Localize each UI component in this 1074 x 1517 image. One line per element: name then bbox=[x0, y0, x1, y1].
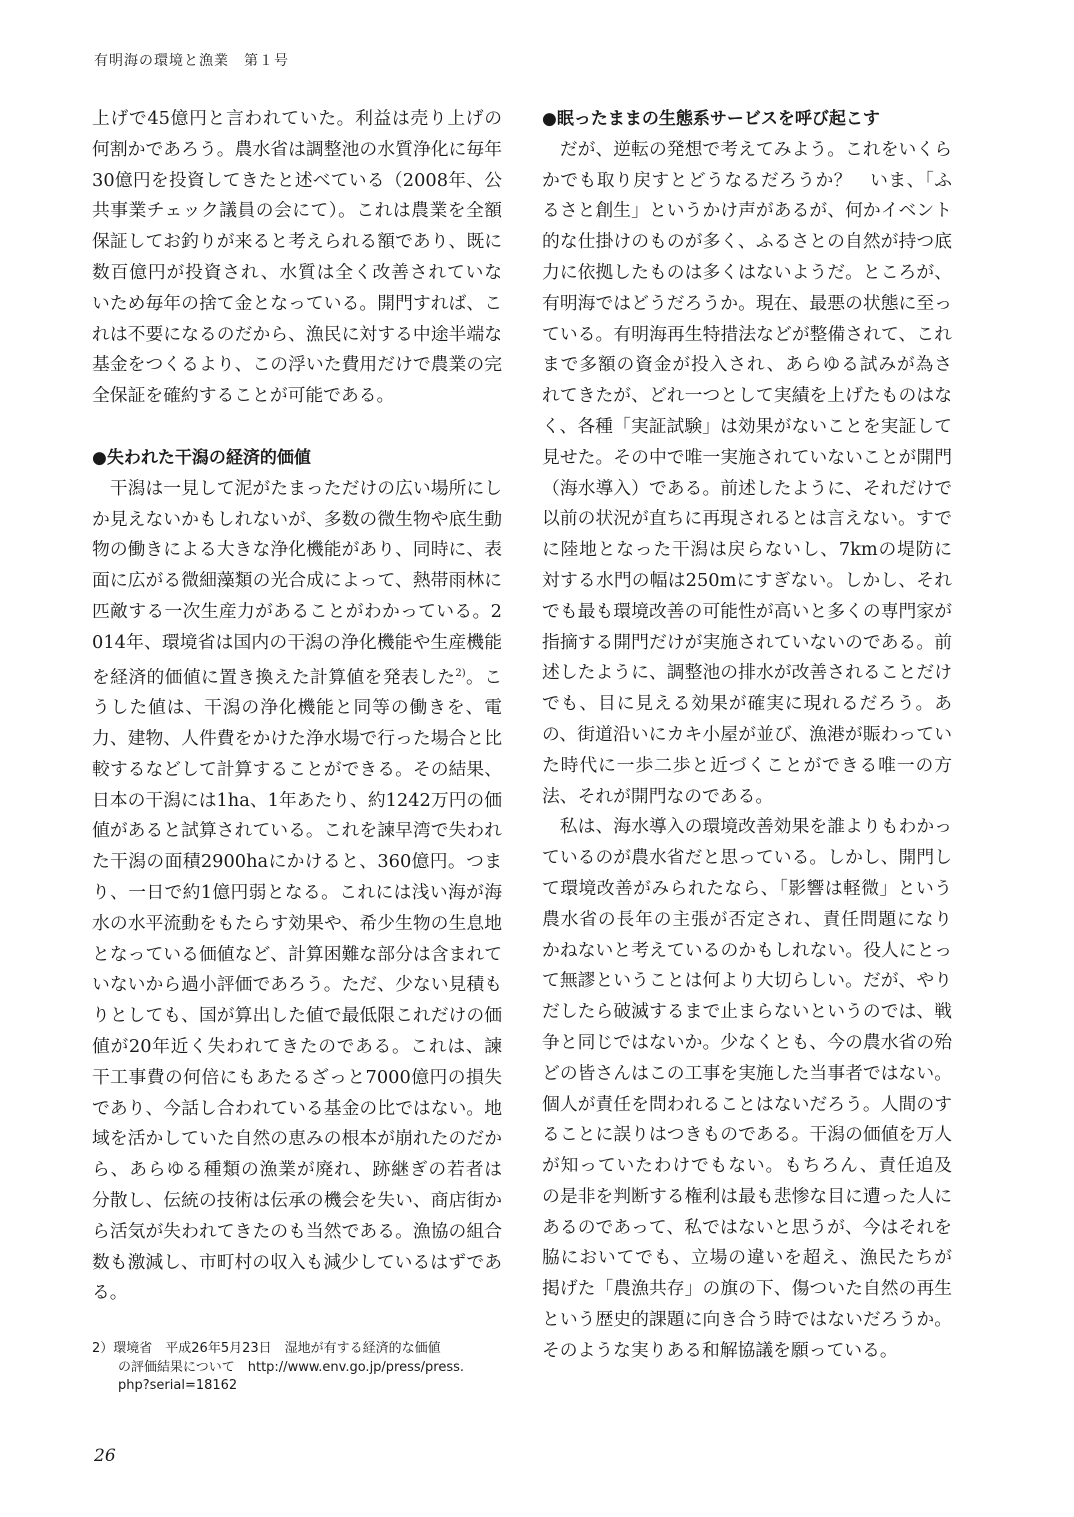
section-spacer bbox=[92, 412, 502, 443]
left-paragraph-2-part-a: 干潟は一見して泥がたまっただけの広い場所にしか見えないかもしれないが、多数の微生物や底生動物の働きによる大きな浄化機能があり、同時に、表面に広がる微細藻類の光合成によって、熱帯雨林に匹敵する一次生産力があることがわかっている。2014年、環境省は国内の干潟の浄化機能や生産機能を経済的価値に置き換えた計算値を発表した bbox=[92, 477, 502, 688]
footnote-line-1: 2）環境省 平成26年5月23日 湿地が有する経済的な価値 bbox=[92, 1341, 441, 1356]
right-column bbox=[542, 104, 952, 1367]
journal-running-header: 有明海の環境と漁業 第１号 bbox=[94, 53, 289, 69]
right-paragraph-1: だが、逆転の発想で考えてみよう。これをいくらかでも取り戻すとどうなるだろうか？ いま、「ふるさと創生」というかけ声があるが、何かイベント的な仕掛けのものが多く、ふるさとの自然が持つ底力に依拠したものは多くはないようだ。ところが、有明海ではどうだろうか。現在、最悪の状態に至っている。有明海再生特措法などが整備されて、これまで多額の資金が投入され、あらゆる試みが為されてきたが、どれ一つとして実績を上げたものはなく、各種「実証試験」は効果がないことを実証して見せた。その中で唯一実施されていないことが開門（海水導入）である。前述したように、それだけで以前の状況が直ちに再現されるとは言えない。すでに陸地となった干潟は戻らないし、7kmの堤防に対する水門の幅は250mにすぎない。しかし、それでも最も環境改善の可能性が高いと多くの専門家が指摘する開門だけが実施されていないのである。前述したように、調整池の排水が改善されることだけでも、目に見える効果が確実に現れるだろう。あの、街道沿いにカキ小屋が並び、漁港が賑わっていた時代に一歩二歩と近づくことができる唯一の方法、それが開門なのである。 bbox=[542, 138, 952, 807]
right-paragraph-2: 私は、海水導入の環境改善効果を誰よりもわかっているのが農水省だと思っている。しかし、開門して環境改善がみられたなら、「影響は軽微」という農水省の長年の主張が否定され、責任問題になりかねないと考えているのかもしれない。役人にとって無謬ということは何より大切らしい。だが、やりだしたら破滅するまで止まらないというのでは、戦争と同じではないか。少なくとも、今の農水省の殆どの皆さんはこの工事を実施した当事者ではない。個人が責任を問われることはないだろう。人間のすることに誤りはつきものである。干潟の価値を万人が知っていたわけでもない。もちろん、責任追及の是非を判断する権利は最も悲惨な目に遭った人にあるのであって、私ではないと思うが、今はそれを脇においてでも、立場の違いを超え、漁民たちが掲げた「農漁共存」の旗の下、傷ついた自然の再生という歴史的課題に向き合う時ではないだろうか。そのような実りある和解協議を願っている。 bbox=[542, 816, 952, 1361]
left-paragraph-1: 上げで45億円と言われていた。利益は売り上げの何割かであろう。農水省は調整池の水質浄化に毎年30億円を投資してきたと述べている（2008年、公共事業チェック議員の会にて）。これは農業を全額保証してお釣りが来ると考えられる額であり、既に数百億円が投資され、水質は全く改善されていないため毎年の捨て金となっている。開門すれば、これは不要になるのだから、漁民に対する中途半端な基金をつくるより、この浮いた費用だけで農業の完全保証を確約することが可能である。 bbox=[92, 108, 502, 407]
footnote-line-3: php?serial=18162 bbox=[118, 1378, 238, 1393]
footnote-line-2: の評価結果について http://www.env.go.jp/press/press. bbox=[118, 1359, 465, 1375]
footnote bbox=[92, 1340, 504, 1396]
left-paragraph-2 bbox=[92, 474, 502, 1309]
left-column bbox=[92, 104, 502, 1309]
footnote-ref-2: 2) bbox=[455, 667, 466, 679]
section-heading-tidal-flat-value: ●失われた干潟の経済的価値 bbox=[92, 447, 311, 468]
page-number: 26 bbox=[94, 1446, 116, 1466]
section-heading-ecosystem-services: ●眠ったままの生態系サービスを呼び起こす bbox=[542, 109, 880, 129]
left-paragraph-2-part-b: 。こうした値は、干潟の浄化機能と同等の働きを、電力、建物、人件費をかけた浄水場で行った場合と比較するなどして計算することができる。その結果、日本の干潟には1ha、1年あたり、約1242万円の価値があると試算されている。これを諫早湾で失われた干潟の面積2900haにかけると、360億円。つまり、一日で約1億円弱となる。これには浅い海が海水の水平流動をもたらす効果や、希少生物の生息地となっている価値など、計算困難な部分は含まれていないから過小評価であろう。ただ、少ない見積もりとしても、国が算出した値で最低限これだけの価値が20年近く失われてきたのである。これは、諫干工事費の何倍にもあたるざっと7000億円の損失であり、今話し合われている基金の比ではない。地域を活かしていた自然の恵みの根本が崩れたのだから、あらゆる種類の漁業が廃れ、跡継ぎの若者は分散し、伝統の技術は伝承の機会を失い、商店街から活気が失われてきたのも当然である。漁協の組合数も激減し、市町村の収入も減少しているはずである。 bbox=[92, 666, 502, 1304]
